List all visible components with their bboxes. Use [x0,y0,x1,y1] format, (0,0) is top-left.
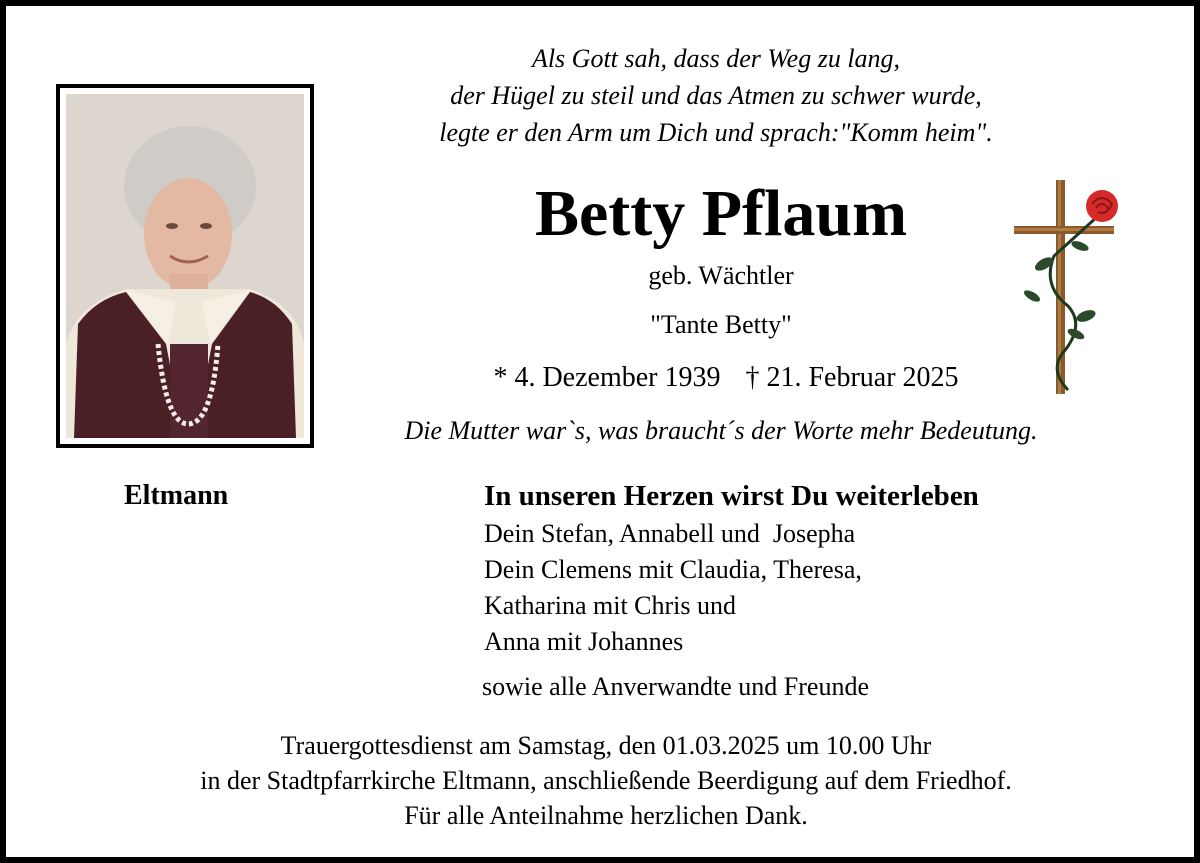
deceased-name: Betty Pflaum [534,177,908,250]
life-dates [446,361,1006,395]
service-info [66,728,1146,833]
mourners-list [484,516,862,660]
birth-date: * 4. Dezember 1939 [493,362,721,393]
birth-name: geb. Wächtler [648,261,794,290]
poem-line: legte er den Arm um Dich und sprach:"Komm heim". [439,118,993,147]
cross-with-rose-icon [1006,176,1126,398]
mourner-line: Dein Clemens mit Claudia, Theresa, [484,555,862,584]
poem-line: der Hügel zu steil und das Atmen zu schwer wurde, [450,81,982,110]
mourner-line: Anna mit Johannes [484,627,684,656]
mourners-heading: In unseren Herzen wirst Du weiterleben [484,480,979,512]
mourner-line: Dein Stefan, Annabell und Josepha [484,519,856,548]
service-line: Für alle Anteilnahme herzlichen Dank. [404,801,808,830]
service-line: Trauergottesdienst am Samstag, den 01.03.2025 um 10.00 Uhr [280,731,932,760]
death-date: † 21. Februar 2025 [745,362,959,393]
poem [346,40,1086,151]
relatives-line: sowie alle Anverwandte und Freunde [482,672,870,701]
quote: Die Mutter war`s, was braucht´s der Worte mehr Bedeutung. [404,416,1038,445]
portrait-photo [56,84,314,448]
portrait-image [66,94,304,438]
service-line: in der Stadtpfarrkirche Eltmann, anschließende Beerdigung auf dem Friedhof. [200,766,1012,795]
nickname: "Tante Betty" [650,310,792,339]
location: Eltmann [124,480,229,511]
poem-line: Als Gott sah, dass der Weg zu lang, [531,44,901,73]
mourner-line: Katharina mit Chris und [484,591,737,620]
